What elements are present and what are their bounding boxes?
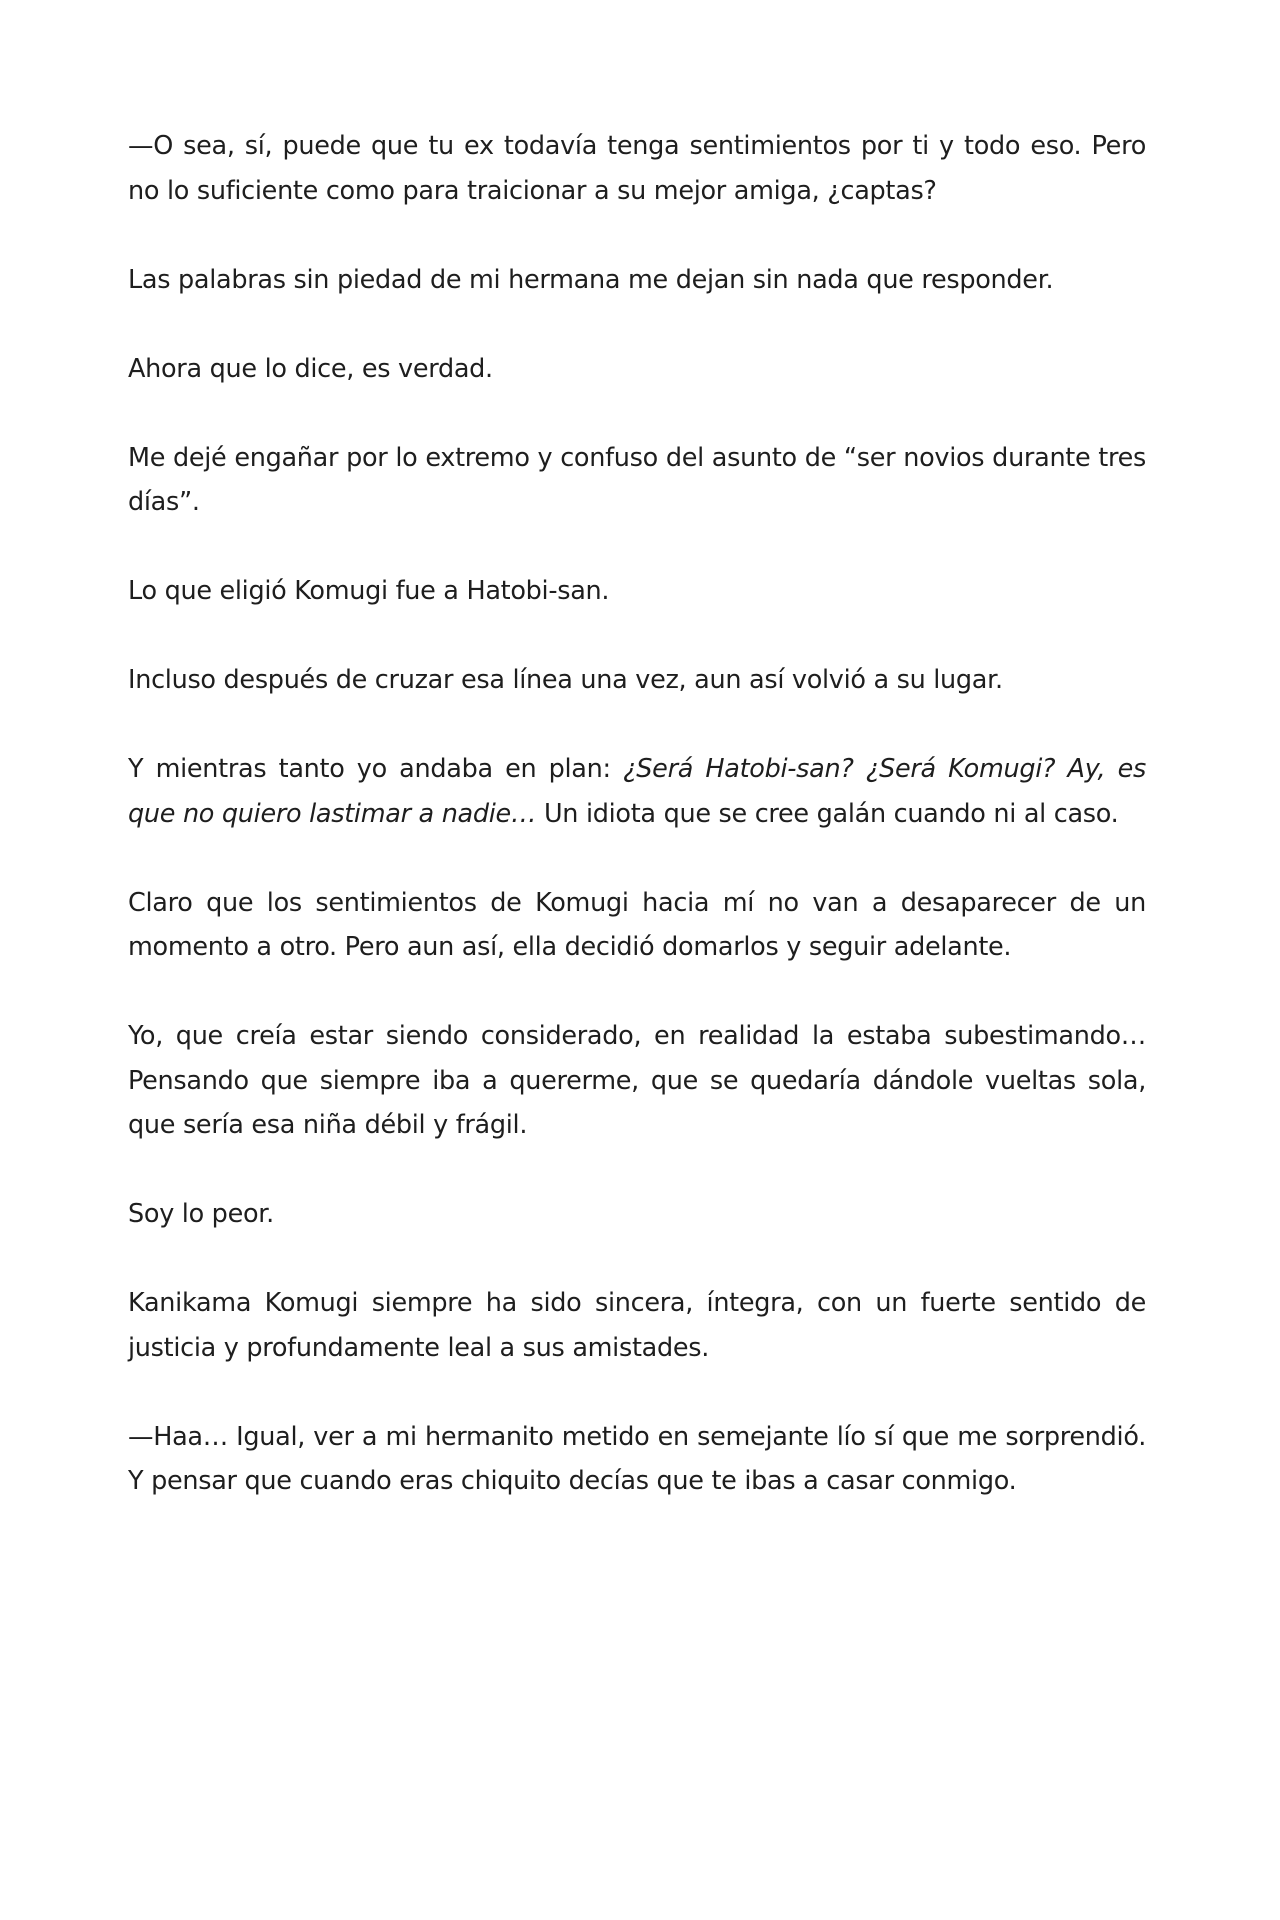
paragraph: Me dejé engañar por lo extremo y confuso del asunto de “ser novios durante tres días”. xyxy=(128,442,1146,517)
paragraph: Soy lo peor. xyxy=(128,1199,274,1229)
paragraph: Incluso después de cruzar esa línea una vez, aun así volvió a su lugar. xyxy=(128,665,1003,695)
paragraph: Lo que eligió Komugi fue a Hatobi-san. xyxy=(128,576,610,606)
paragraph-text: Y mientras tanto yo andaba en plan: xyxy=(128,754,624,784)
paragraph: Kanikama Komugi siempre ha sido sincera, íntegra, con un fuerte sentido de justicia y profundamente leal a sus amistades. xyxy=(128,1288,1146,1363)
paragraph-text: Un idiota que se cree galán cuando ni al caso. xyxy=(536,798,1119,829)
paragraph: Claro que los sentimientos de Komugi hacia mí no van a desaparecer de un momento a otro. Pero aun así, ella decidió domarlos y seguir adelante. xyxy=(128,887,1146,962)
italic-thought: ¿Será Hatobi-san? ¿Será Komugi? Ay, es que no quiero lastimar a nadie… xyxy=(128,754,1146,829)
paragraph: —O sea, sí, puede que tu ex todavía tenga sentimientos por ti y todo eso. Pero no lo suficiente como para traicionar a su mejor amiga, ¿captas? xyxy=(128,131,1146,206)
paragraph: —Haa… Igual, ver a mi hermanito metido en semejante lío sí que me sorprendió. Y pensar que cuando eras chiquito decías que te ibas a casar conmigo. xyxy=(128,1421,1146,1496)
paragraph: Las palabras sin piedad de mi hermana me dejan sin nada que responder. xyxy=(128,264,1054,295)
paragraph: Yo, que creía estar siendo considerado, en realidad la estaba subestimando… Pensando que siempre iba a quererme, que se quedaría dándole vueltas sola, que sería esa niña débil y frágil. xyxy=(128,1021,1146,1140)
paragraph xyxy=(128,747,1146,836)
paragraph: Ahora que lo dice, es verdad. xyxy=(128,353,493,384)
document-page xyxy=(128,124,1146,1548)
